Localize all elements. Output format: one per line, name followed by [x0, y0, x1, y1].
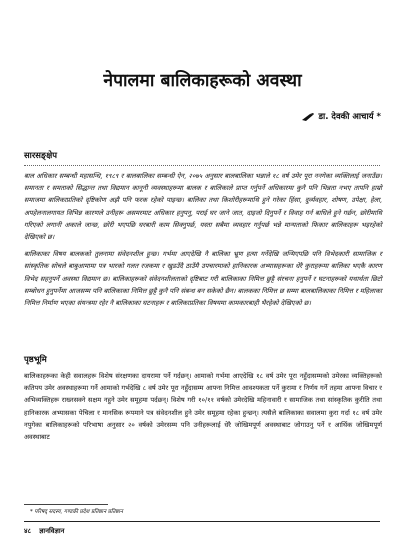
page-number: ४८: [24, 527, 32, 535]
footer-rule: [24, 521, 380, 522]
background-body: [24, 370, 382, 443]
abstract-paragraph: बाल अधिकार सम्बन्धी महासन्धि, १९८९ र बालबालिका सम्बन्धी ऐन, २०७५ अनुसार बालबालिका भन्नाले १८ वर्ष उमेर पूरा ननगेका व्यक्तिलाई जनाउँछ। समानता र समताको सिद्धान्त तथा विद्यमान कानूनी व्यवस्थाहरूमा बालक र बालिकाले प्राप्त गर्नुपर्ने अधिकारमा कुनै पनि भिन्नता नभए तापनि हाम्रो समाजमा बालिकाप्रतिको दृष्टिकोण अझै पनि फरक रहेको पाइन्छ। बालिका तथा किशोरीहरूमाथि हुने गरेका हिंसा, दुर्व्यवहार, शोषण, उपेक्षा, हेला, अपहेलनालगायत विभिन्न कारणले उनीहरू असमरमाट अधिकार हनुपनु, पराई घर जाने जात, दाइजो दिनुपर्ने र विवाह गर्न बाधिले हुने गर्छन, छोरीमाथि गरिएको लगानी अकाले जान्छ, छोरी भएपछि घरबारी काम सिक्नुपर्छ, यस्ता सबैमा व्यवहार गर्नुपर्छ भन्ने मान्यताको फिकार बालिकाहरू भइरहेको देखिएको छ।: [24, 172, 382, 242]
page-footer: [24, 526, 64, 535]
pen-nib-icon: [301, 112, 315, 122]
author-footnote: * परिषद् सदस्य, गण्डकी प्रदेश प्रतिष्ठान प्रतिष्ठान: [30, 509, 123, 515]
abstract-divider: [24, 165, 380, 166]
background-heading: पृष्ठभूमि: [24, 354, 47, 364]
abstract-paragraph: बालिकाका विषय बालकको तुलनामा संवेदनशील हुन्छ। गर्भमा आएदेखि नै बालिका भ्रूण हत्या गर्नेदेखि जन्मिएपछि पनि विभेदकारी सामाजिक र सांस्कृतिक सोचले बाबुआमामा पत्र भारको गलत रजकमा र खुडउँदै ठाउँमै उपचारमाको हानिकारक अभ्यासहरूका धेरै कुराहरूमा बालिका भएकै कारण विभेद सहनुपर्ने अवस्था विद्यमान छ। बालिकाहरूको संवेदनशीलताको दृष्टिबाट गरी बालिकाका निमित्त छुट्टै संरचना हनुपर्ने र घटनाहरूको यथार्थता छिटो सम्बोधन हुनुपर्नेमा आजसम्म पनि बालिकाका निमित्त छुट्टै कुनै पनि संबन्ध बन सकेको छैन। बालकका निमित्त छ सम्मा बालबालिकाका निमित्त र महिलाका निमित्त निर्माण भएका संयन्त्रमा रहेर नै बालिकाका घटनाहरू र बालिकाप्रतिका विषयमा कामकारबाही भैरहेको देखिएको छ।: [24, 250, 382, 308]
author-line: [301, 111, 382, 122]
background-paragraph: बालिकाहरूका केही सवालहरू विशेष संरक्षणका दायरामा पर्ने गर्दछन्। आमाको गर्भमा आएदेखि १८ वर्ष उमेर पूरा नहुँदासम्मको उमेरका व्यक्तिहरूको कतिपय उमेर अवस्थाहरूमा गर्ने आमाको गर्भदेखि ८ वर्ष उमेर पूरा नहुँदासम्म आफ्ना निमित्त आवश्यकता पर्ने कुरामा र निर्णय गर्ने तहमा आफ्ना विचार र अभिव्यक्तिहरू राख्नसक्ने सक्षम नहुने उमेर समूहमा पर्दछन्। विशेष गरी १०/११ वर्षको उमेरदेखि महिनावारी र सामाजिक तथा सांस्कृतिक कुरीति तथा हानिकारक अभ्यासका पेचिला र मानसिक रूपमाने पत्र संवेदनशील हुने उमेर समूहमा रहेका हुन्छन्। त्यसैले बालिकाका सवालमा कुरा गर्दा १८ वर्ष उमेर नपुगेका बालिकाहरूको परिभाषा अनुसार २० वर्षको उमेरसम्म पनि उनीहरूलाई धेरै जोखिमपूर्ण अवस्थाबाट जोगाउनु पर्ने र आर्थिक जोखिमपूर्ण अवस्थाबाट: [24, 372, 382, 442]
abstract-heading: सारसङ्क्षेप: [24, 150, 58, 160]
author-name: डा. देवकी आचार्य *: [318, 112, 381, 122]
article-title: नेपालमा बालिकाहरूको अवस्था: [103, 71, 302, 91]
journal-name: ज्ञानविज्ञान: [39, 527, 65, 535]
abstract-body: [24, 170, 382, 309]
footnote-divider: [24, 504, 108, 505]
